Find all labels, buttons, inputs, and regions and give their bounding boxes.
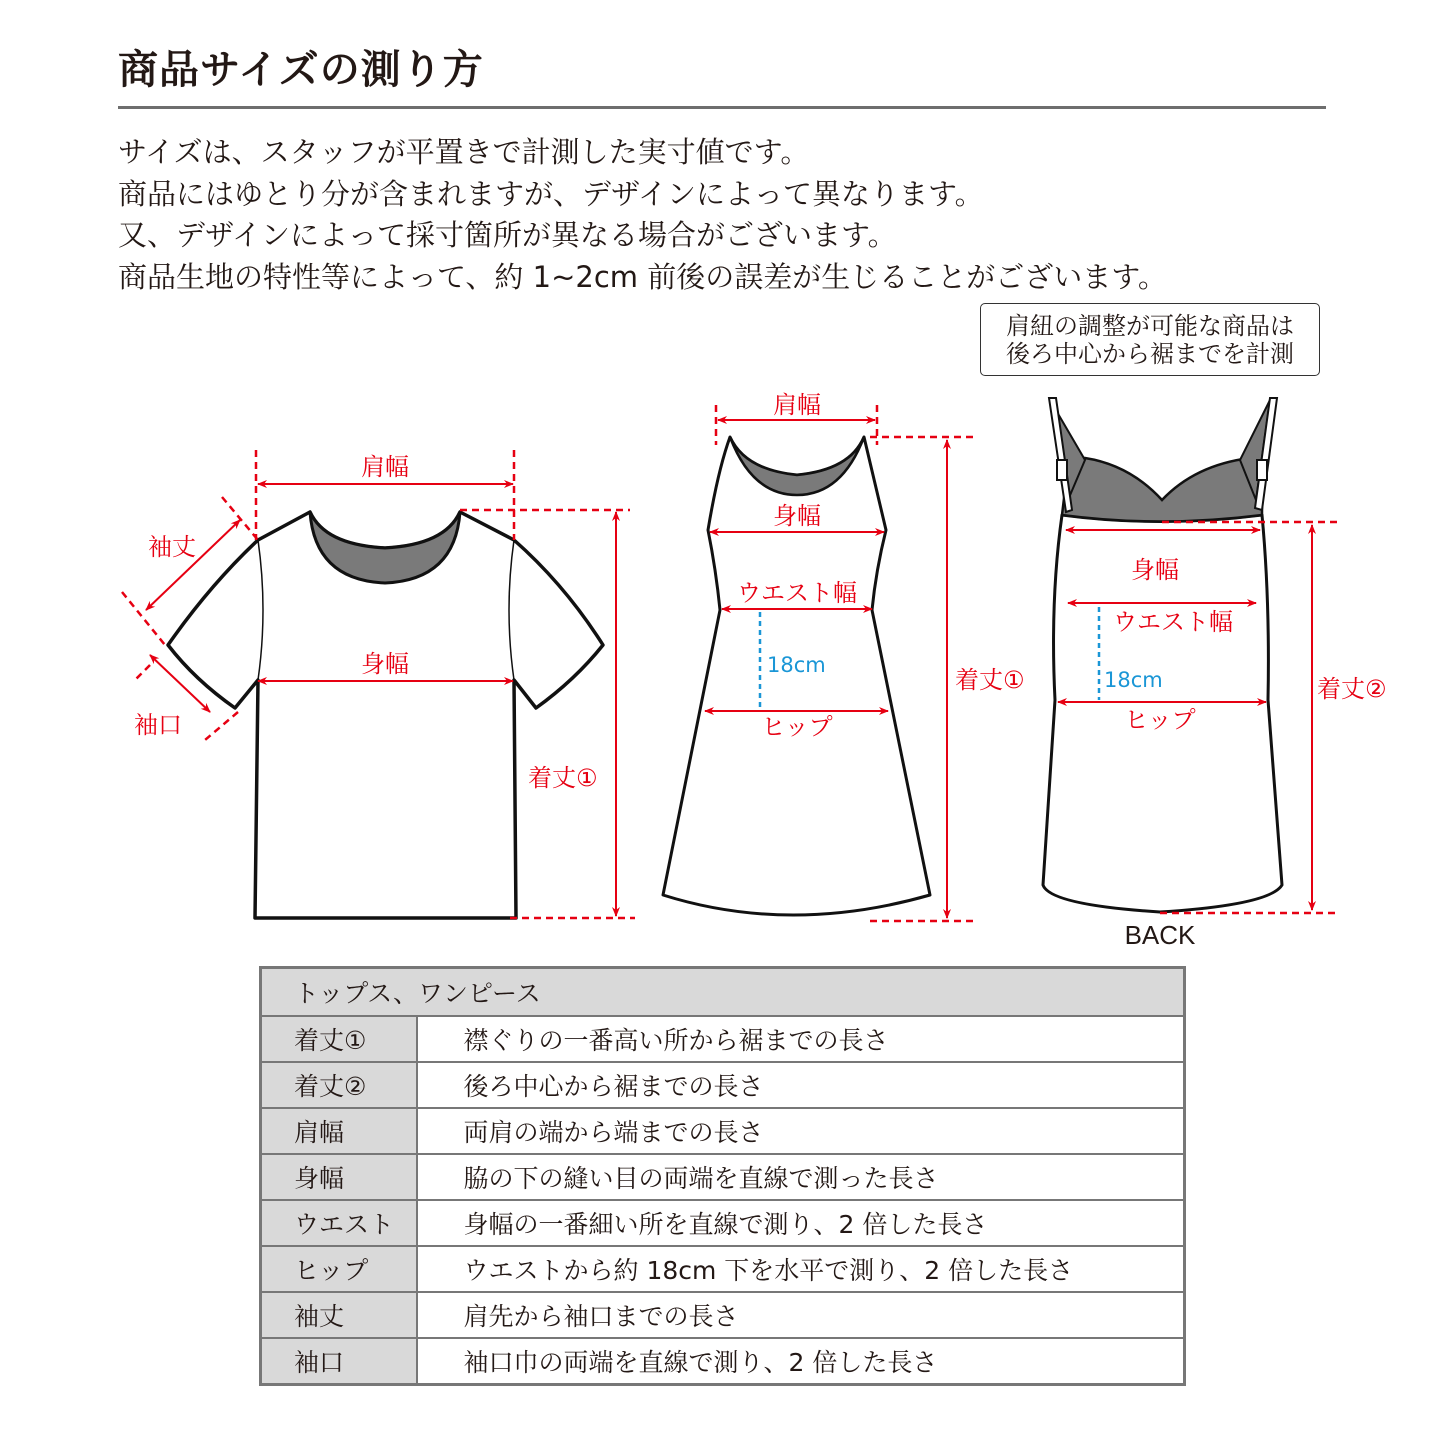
dress-offset-label: 18cm [767,653,826,677]
term-cell: ヒップ [261,1246,417,1292]
term-cell: 着丈① [261,1016,417,1062]
cami-offset-label: 18cm [1104,668,1163,692]
desc-cell: 後ろ中心から裾までの長さ [417,1062,1185,1108]
desc-cell: 身幅の一番細い所を直線で測り、2 倍した長さ [417,1200,1185,1246]
measurement-definitions-table [259,966,1186,1386]
table-row [261,1154,1185,1200]
term-cell: 身幅 [261,1154,417,1200]
intro-line: 商品にはゆとり分が含まれますが、デザインによって異なります。 [118,176,984,211]
page-title: 商品サイズの測り方 [118,47,484,93]
intro-line: サイズは、スタッフが平置きで計測した実寸値です。 [118,135,810,169]
table-row [261,1108,1185,1154]
term-cell: ウエスト [261,1200,417,1246]
term-cell: 着丈② [261,1062,417,1108]
strap-adjuster-icon [1057,460,1067,480]
back-view-label: BACK [1124,920,1196,950]
table-row [261,1246,1185,1292]
dress-body-label: 身幅 [773,502,821,530]
table-row [261,1292,1185,1338]
term-cell: 袖口 [261,1338,417,1385]
dress-hip-label: ヒップ [761,713,833,741]
cami-length-label: 着丈② [1317,675,1387,703]
dress-waist-label: ウエスト幅 [737,579,857,607]
dress-shoulder-label: 肩幅 [773,391,821,419]
cami-body-label: 身幅 [1131,556,1179,584]
term-cell: 肩幅 [261,1108,417,1154]
desc-cell: 両肩の端から端までの長さ [417,1108,1185,1154]
desc-cell: 脇の下の縫い目の両端を直線で測った長さ [417,1154,1185,1200]
desc-cell: 袖口巾の両端を直線で測り、2 倍した長さ [417,1338,1185,1385]
tshirt-shoulder-label: 肩幅 [361,453,409,481]
intro-line: 又、デザインによって採寸箇所が異なる場合がございます。 [118,218,897,252]
tshirt-sleeve-label: 袖丈 [148,533,196,561]
desc-cell: 肩先から袖口までの長さ [417,1292,1185,1338]
table-row [261,1016,1185,1062]
term-cell: 袖丈 [261,1292,417,1338]
tshirt-body-label: 身幅 [361,650,409,678]
tshirt-length-label: 着丈① [528,764,598,792]
desc-cell: 襟ぐりの一番高い所から裾までの長さ [417,1016,1185,1062]
table-row [261,1062,1185,1108]
table-row [261,1200,1185,1246]
intro-line: 商品生地の特性等によって、約 1~2cm 前後の誤差が生じることがございます。 [118,259,1167,294]
strap-adjuster-icon [1257,460,1267,480]
tshirt-cuff-label: 袖口 [134,711,182,739]
dress-length-label: 着丈① [955,666,1025,694]
table-row [261,1338,1185,1385]
cami-hip-label: ヒップ [1124,706,1196,734]
cami-waist-label: ウエスト幅 [1113,608,1233,636]
desc-cell: ウエストから約 18cm 下を水平で測り、2 倍した長さ [417,1246,1185,1292]
camisole-illustration [1043,398,1282,912]
note-line: 肩紐の調整が可能な商品は [1006,312,1294,340]
note-line: 後ろ中心から裾までを計測 [1006,340,1294,368]
table-header: トップス、ワンピース [261,968,1185,1017]
